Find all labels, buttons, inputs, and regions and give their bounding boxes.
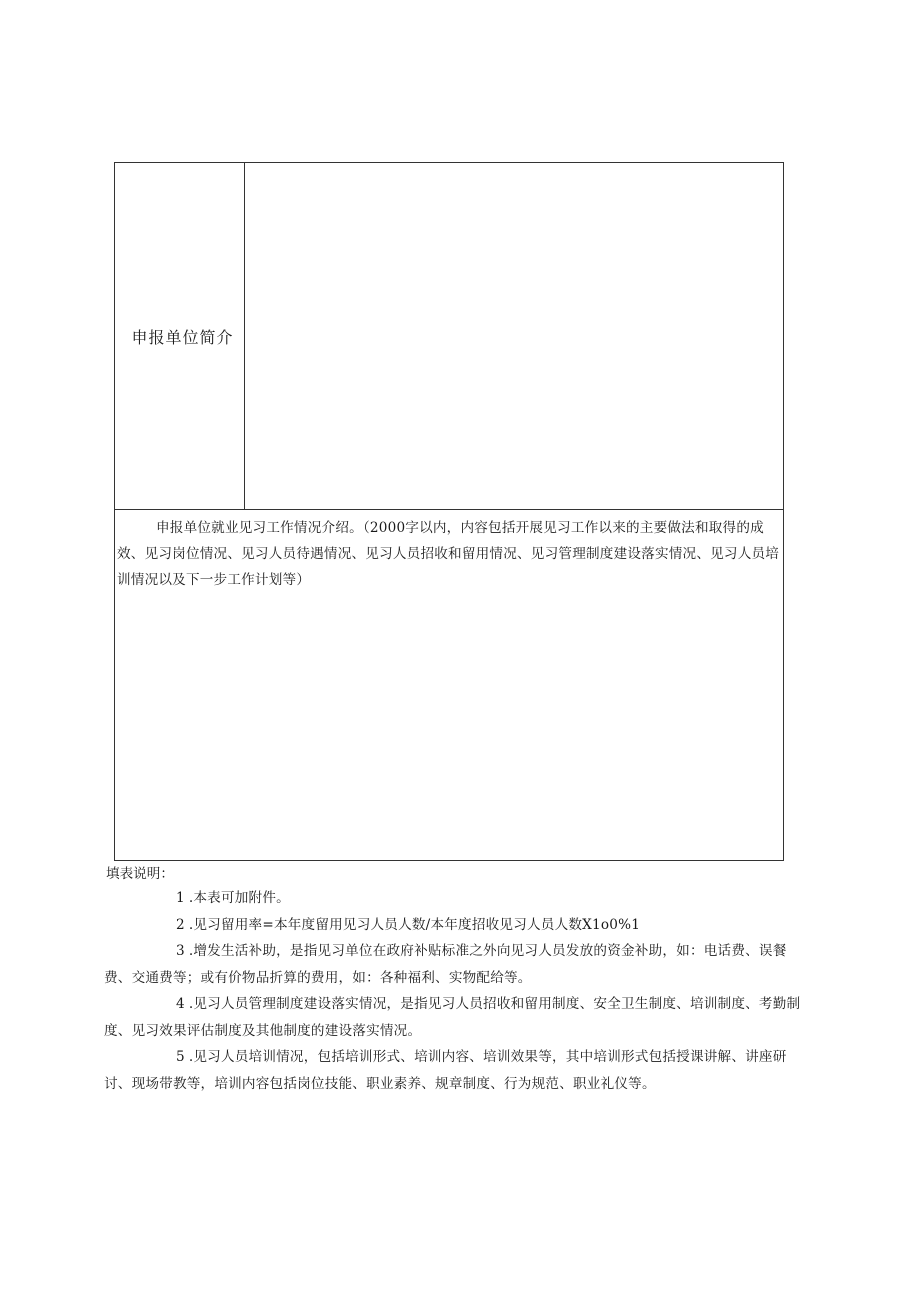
filling-instructions — [104, 863, 804, 1097]
work-situation-row[interactable] — [115, 510, 783, 860]
application-form-table — [114, 162, 784, 861]
unit-intro-label-cell — [115, 163, 245, 509]
unit-intro-label: 申报单位简介 — [131, 327, 234, 347]
instruction-number: 4 — [176, 996, 185, 1012]
instruction-number: 3 — [176, 943, 185, 959]
instruction-number: 5 — [176, 1049, 185, 1065]
instruction-text: .见习留用率=本年度留用见习人员人数/本年度招收见习人员人数X1o0%1 — [188, 916, 641, 933]
instruction-text: .见习人员培训情况，包括培训形式、培训内容、培训效果等，其中培训形式包括授课讲解、讲座研讨、现场带教等，培训内容包括岗位技能、职业素养、规章制度、行为规范、职业礼仪等。 — [104, 1049, 787, 1092]
instruction-item — [104, 1044, 804, 1097]
instruction-item — [104, 885, 804, 912]
instruction-text: .增发生活补助，是指见习单位在政府补贴标准之外向见习人员发放的资金补助，如：电话费、误餐费、交通费等；或有价物品折算的费用，如：各种福利、实物配给等。 — [104, 943, 787, 986]
instruction-number: 1 — [176, 890, 185, 906]
unit-intro-row — [115, 163, 783, 510]
instruction-text: .本表可加附件。 — [188, 890, 290, 906]
instructions-title: 填表说明： — [106, 866, 174, 882]
instruction-number: 2 — [176, 916, 185, 933]
unit-intro-content-cell[interactable] — [245, 163, 783, 509]
work-situation-prompt: 申报单位就业见习工作情况介绍。（2000字以内，内容包括开展见习工作以来的主要做法和取得的成效、见习岗位情况、见习人员待遇情况、见习人员招收和留用情况、见习管理制度建设落实情况、见习人员培训情况以及下一步工作计划等） — [117, 520, 780, 588]
instruction-item — [104, 912, 804, 939]
instruction-item — [104, 991, 804, 1044]
instruction-text: .见习人员管理制度建设落实情况，是指见习人员招收和留用制度、安全卫生制度、培训制度、考勤制度、见习效果评估制度及其他制度的建设落实情况。 — [104, 996, 801, 1039]
instruction-item — [104, 938, 804, 991]
